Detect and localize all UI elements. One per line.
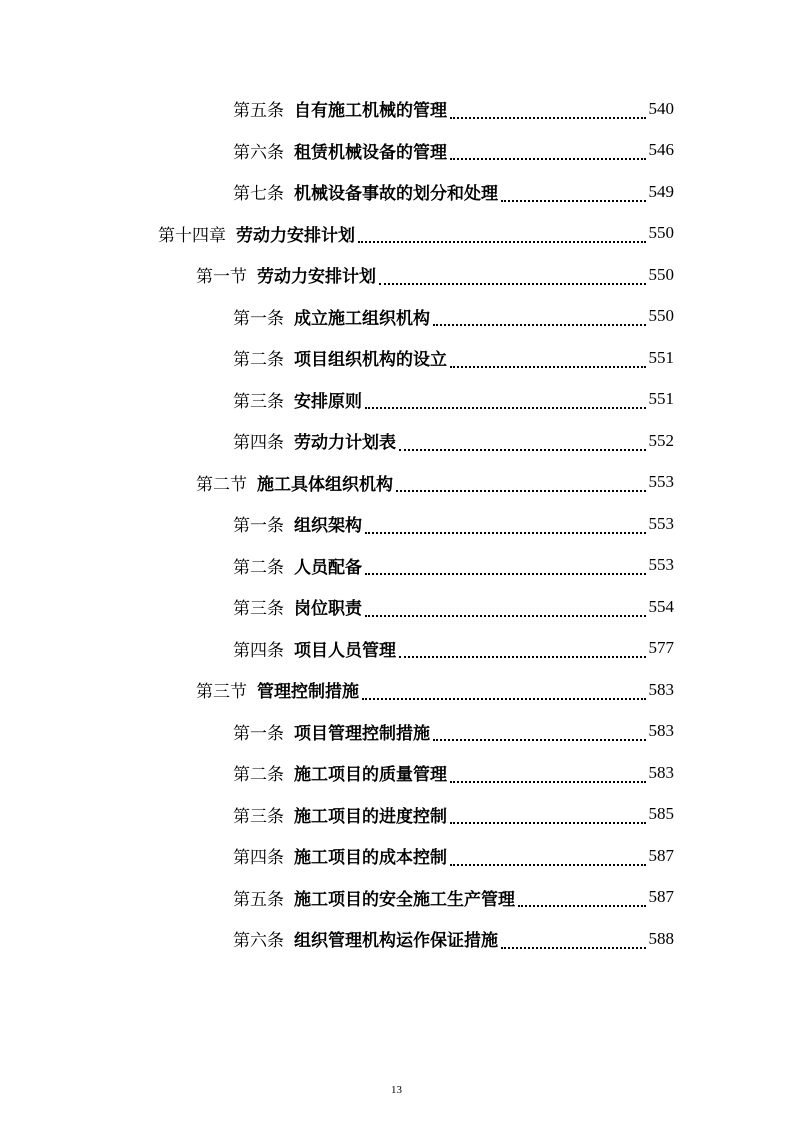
toc-entry-number: 第一条 — [233, 516, 284, 537]
toc-entry[interactable] — [0, 877, 793, 919]
toc-entry-title: 项目人员管理 — [294, 640, 396, 661]
toc-entry-number: 第二条 — [233, 350, 284, 371]
toc-entry-title: 租赁机械设备的管理 — [294, 142, 447, 163]
toc-section-entry[interactable] — [0, 462, 793, 504]
toc-entry[interactable] — [0, 503, 793, 545]
toc-entry[interactable] — [0, 835, 793, 877]
dot-leader — [365, 572, 646, 575]
toc-entry-title: 项目管理控制措施 — [294, 723, 430, 744]
toc-entry[interactable] — [0, 130, 793, 172]
toc-entry-page: 550 — [648, 264, 674, 284]
toc-entry-title: 施工项目的质量管理 — [294, 765, 447, 786]
toc-entry-page: 546 — [648, 140, 674, 160]
toc-entry[interactable] — [0, 420, 793, 462]
toc-entry-page: 587 — [648, 845, 674, 865]
toc-entry[interactable] — [0, 794, 793, 836]
toc-section-entry[interactable] — [0, 254, 793, 296]
toc-entry-page: 577 — [648, 638, 674, 658]
footer-page-number: 13 — [391, 1084, 402, 1096]
dot-leader — [365, 406, 646, 409]
toc-entry-title: 成立施工组织机构 — [294, 308, 430, 329]
table-of-contents — [0, 88, 793, 960]
toc-entry-number: 第十四章 — [158, 225, 226, 246]
toc-entry-page: 550 — [648, 306, 674, 326]
toc-entry-page: 553 — [648, 555, 674, 575]
toc-entry[interactable] — [0, 296, 793, 338]
dot-leader — [450, 157, 646, 160]
dot-leader — [433, 738, 646, 741]
toc-entry-title: 岗位职责 — [294, 599, 362, 620]
toc-entry-number: 第四条 — [233, 433, 284, 454]
toc-entry-number: 第六条 — [233, 142, 284, 163]
toc-entry-number: 第三条 — [233, 806, 284, 827]
toc-entry-title: 施工具体组织机构 — [257, 474, 393, 495]
toc-entry-number: 第一条 — [233, 308, 284, 329]
dot-leader — [450, 821, 646, 824]
toc-entry[interactable] — [0, 171, 793, 213]
toc-entry-title: 劳动力安排计划 — [257, 267, 376, 288]
dot-leader — [450, 365, 646, 368]
toc-entry-number: 第三条 — [233, 391, 284, 412]
toc-entry[interactable] — [0, 379, 793, 421]
toc-entry-title: 施工项目的成本控制 — [294, 848, 447, 869]
toc-entry-number: 第三条 — [233, 599, 284, 620]
dot-leader — [501, 199, 646, 202]
toc-chapter-entry[interactable] — [0, 213, 793, 255]
dot-leader — [399, 448, 646, 451]
toc-entry-number: 第四条 — [233, 848, 284, 869]
toc-entry-page: 550 — [648, 223, 674, 243]
toc-entry-title: 组织管理机构运作保证措施 — [294, 931, 498, 952]
toc-entry-title: 自有施工机械的管理 — [294, 101, 447, 122]
dot-leader — [450, 780, 646, 783]
toc-entry[interactable] — [0, 918, 793, 960]
toc-entry-title: 人员配备 — [294, 557, 362, 578]
toc-entry-page: 551 — [648, 389, 674, 409]
toc-entry[interactable] — [0, 586, 793, 628]
dot-leader — [365, 614, 646, 617]
toc-entry-page: 540 — [648, 98, 674, 118]
toc-entry-page: 553 — [648, 472, 674, 492]
dot-leader — [379, 282, 646, 285]
dot-leader — [433, 323, 646, 326]
toc-entry[interactable] — [0, 545, 793, 587]
toc-entry-page: 587 — [648, 887, 674, 907]
toc-entry-number: 第六条 — [233, 931, 284, 952]
dot-leader — [518, 904, 646, 907]
dot-leader — [358, 240, 646, 243]
toc-entry-number: 第二条 — [233, 765, 284, 786]
toc-entry-title: 管理控制措施 — [257, 682, 359, 703]
toc-entry-page: 583 — [648, 721, 674, 741]
dot-leader — [399, 655, 646, 658]
toc-entry-number: 第一条 — [233, 723, 284, 744]
toc-entry[interactable] — [0, 337, 793, 379]
dot-leader — [450, 116, 646, 119]
page-footer — [0, 1084, 793, 1096]
toc-entry-number: 第五条 — [233, 101, 284, 122]
toc-entry-number: 第七条 — [233, 184, 284, 205]
toc-entry[interactable] — [0, 711, 793, 753]
toc-entry-title: 项目组织机构的设立 — [294, 350, 447, 371]
dot-leader — [365, 531, 646, 534]
toc-entry-page: 553 — [648, 513, 674, 533]
toc-entry-title: 施工项目的安全施工生产管理 — [294, 889, 515, 910]
dot-leader — [362, 697, 646, 700]
toc-entry[interactable] — [0, 628, 793, 670]
toc-entry-title: 机械设备事故的划分和处理 — [294, 184, 498, 205]
dot-leader — [501, 946, 646, 949]
toc-entry-number: 第五条 — [233, 889, 284, 910]
toc-entry-page: 585 — [648, 804, 674, 824]
toc-entry-page: 551 — [648, 347, 674, 367]
toc-entry-page: 588 — [648, 928, 674, 948]
toc-section-entry[interactable] — [0, 669, 793, 711]
toc-entry[interactable] — [0, 752, 793, 794]
toc-entry-number: 第二节 — [196, 474, 247, 495]
toc-entry-number: 第三节 — [196, 682, 247, 703]
toc-entry-page: 583 — [648, 679, 674, 699]
toc-entry-title: 安排原则 — [294, 391, 362, 412]
toc-entry-title: 组织架构 — [294, 516, 362, 537]
toc-entry-page: 552 — [648, 430, 674, 450]
toc-entry-number: 第一节 — [196, 267, 247, 288]
toc-entry-page: 549 — [648, 181, 674, 201]
toc-entry-page: 554 — [648, 596, 674, 616]
toc-entry-title: 施工项目的进度控制 — [294, 806, 447, 827]
toc-entry[interactable] — [0, 88, 793, 130]
toc-entry-number: 第四条 — [233, 640, 284, 661]
dot-leader — [396, 489, 646, 492]
toc-entry-number: 第二条 — [233, 557, 284, 578]
toc-entry-page: 583 — [648, 762, 674, 782]
dot-leader — [450, 863, 646, 866]
toc-entry-title: 劳动力计划表 — [294, 433, 396, 454]
toc-entry-title: 劳动力安排计划 — [236, 225, 355, 246]
